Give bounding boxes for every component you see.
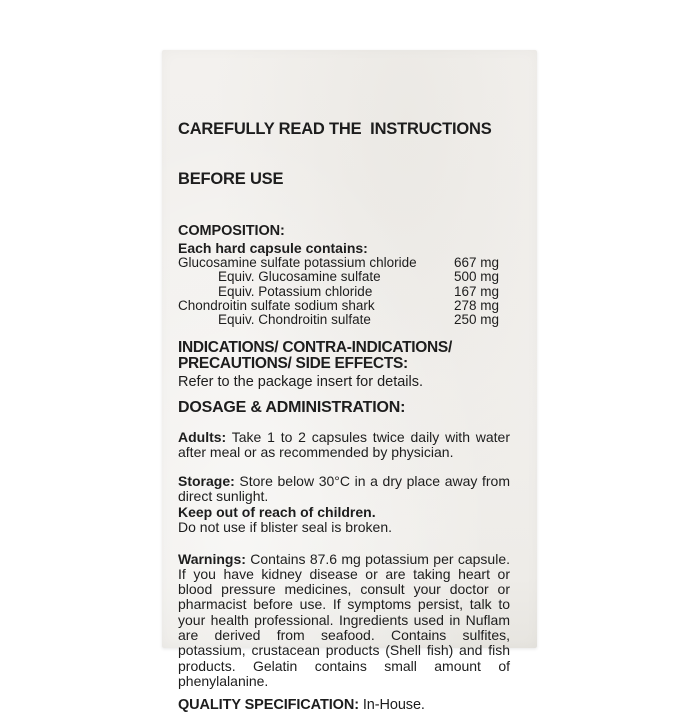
composition-row <box>178 299 510 313</box>
indications-body: Refer to the package insert for details. <box>178 374 424 391</box>
ingredient-amount: 500 mg <box>454 269 500 285</box>
keep-out-of-reach-line: Keep out of reach of children. <box>178 503 376 520</box>
blister-seal-line: Do not use if blister seal is broken. <box>178 519 392 536</box>
ingredient-name: Equiv. Glucosamine sulfate <box>218 269 381 285</box>
composition-subheading: Each hard capsule contains: <box>178 240 368 256</box>
composition-row <box>178 270 510 284</box>
storage-label: Storage: <box>178 472 235 489</box>
indications-heading-line-2: PRECAUTIONS/ SIDE EFFECTS: <box>178 355 408 373</box>
warnings-paragraph <box>178 552 510 690</box>
ingredient-amount: 167 mg <box>454 283 500 299</box>
label-title <box>178 88 510 220</box>
warnings-label: Warnings: <box>178 550 246 567</box>
storage-text: Store below 30°C in a dry place away from direct sunlight. <box>178 472 510 505</box>
ingredient-amount: 278 mg <box>454 297 500 313</box>
composition-row <box>178 285 510 299</box>
composition-row <box>178 256 510 270</box>
ingredient-name: Equiv. Potassium chloride <box>218 283 373 299</box>
indications-heading-line-1: INDICATIONS/ CONTRA-INDICATIONS/ <box>178 339 452 357</box>
adults-label: Adults: <box>178 429 227 446</box>
composition-row <box>178 313 510 327</box>
ingredient-name: Chondroitin sulfate sodium shark <box>178 297 375 313</box>
indications-heading <box>178 340 510 372</box>
ingredient-amount: 250 mg <box>454 312 500 328</box>
title-line-1: CAREFULLY READ THE INSTRUCTIONS <box>178 120 492 138</box>
title-line-2: BEFORE USE <box>178 169 284 188</box>
storage-paragraph <box>178 474 510 505</box>
label-content <box>162 50 537 713</box>
quality-label: QUALITY SPECIFICATION: <box>178 697 359 713</box>
composition-heading: COMPOSITION: <box>178 223 285 239</box>
adults-text: Take 1 to 2 capsules twice daily with water after meal or as recommended by physician. <box>178 429 511 461</box>
storage-block <box>178 474 510 536</box>
ingredient-name: Glucosamine sulfate potassium chloride <box>178 255 417 270</box>
ingredient-amount: 667 mg <box>454 255 500 270</box>
dosage-heading: DOSAGE & ADMINISTRATION: <box>178 399 406 417</box>
warnings-text: Contains 87.6 mg potassium per capsule. If you have kidney disease or are taking heart or blood pressure medicines, consult your doctor or pharmacist before use. If symptoms persist, talk to your health professional. Ingredients used in Nuflam are derived from seafood. Contains sulfites, potassium, crustacean products (Shell fish) and fish products. Gelatin contains small amount of phenylalanine. <box>178 550 510 689</box>
adults-paragraph <box>178 430 510 461</box>
composition-table <box>178 256 510 327</box>
quality-text: In-House. <box>362 697 425 713</box>
ingredient-name: Equiv. Chondroitin sulfate <box>218 312 371 328</box>
instruction-label <box>162 50 537 713</box>
